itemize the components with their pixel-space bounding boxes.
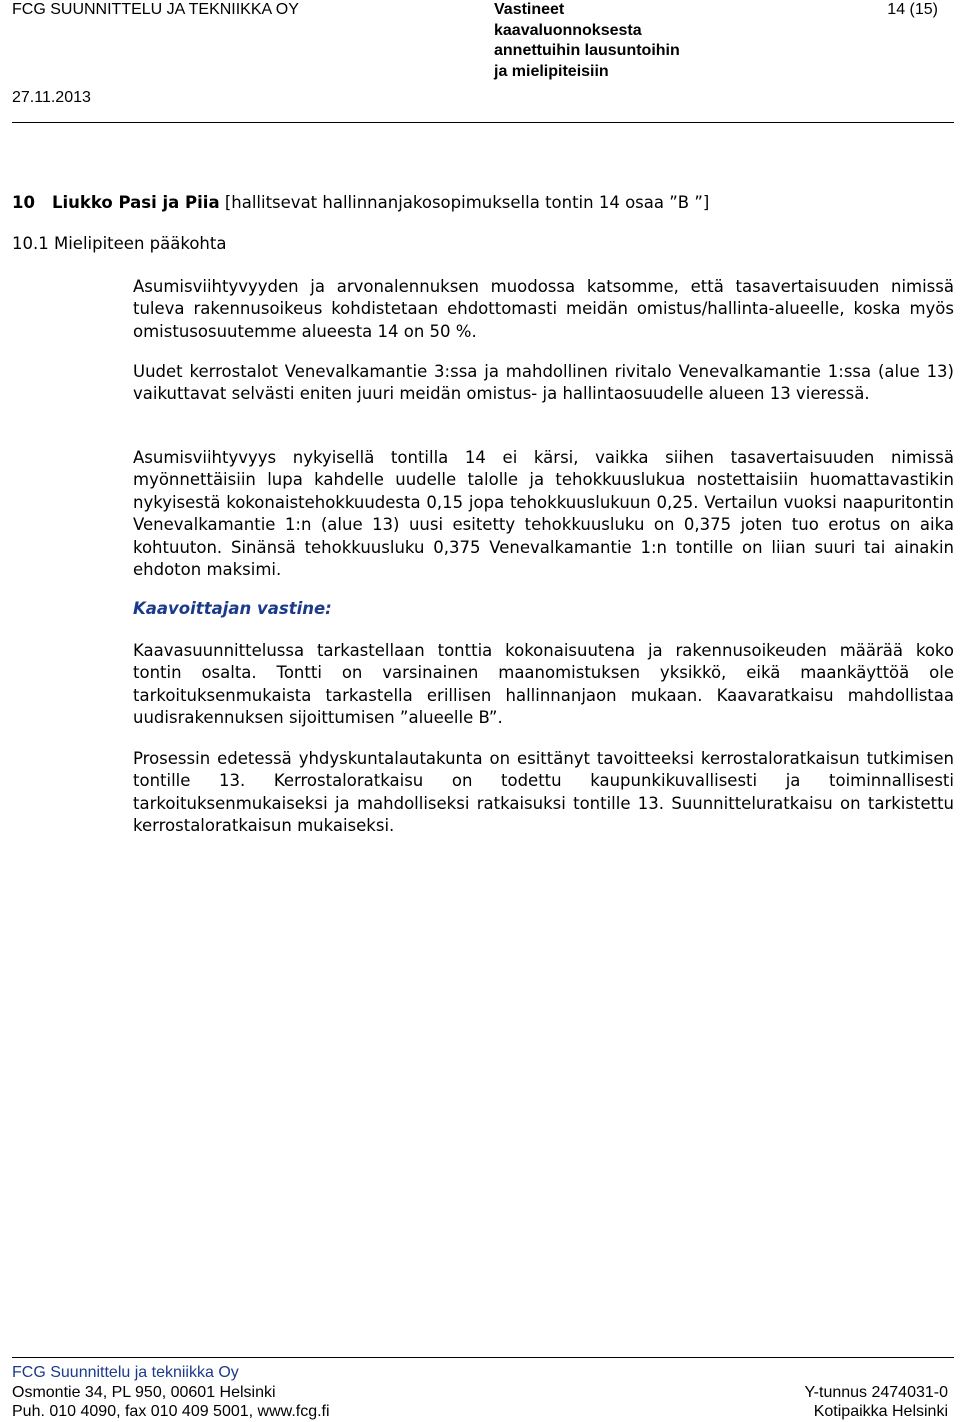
footer-business-id: Y-tunnus 2474031-0 <box>804 1384 948 1401</box>
item-name: Liukko Pasi ja Piia <box>52 193 220 212</box>
footer-company: FCG Suunnittelu ja tekniikka Oy <box>12 1364 239 1381</box>
page-number: 14 (15) <box>887 1 938 18</box>
subheading: 10.1 Mielipiteen pääkohta <box>12 234 227 253</box>
document-title-line: kaavaluonnoksesta <box>494 21 642 39</box>
opinion-paragraph <box>133 447 954 581</box>
opinion-paragraph <box>133 361 954 406</box>
paragraph-text: Asumisviihtyvyys nykyisellä tontilla 14 ei kärsi, vaikka siihen tasavertaisuuden nimissä myönnettäisiin lupa kahdelle uudelle talolle ja tehokkuuslukua nostettaisiin huomattavastikin nykyisestä kokonaistehokkuudesta 0,15 jopa tehokkuuslukuun 0,25. Vertailun vuoksi naapuritontin Venevalkamantie 1:n (alue 13) uusi esitetty tehokkuusluku on 0,375 joten tuo erotus on aika kohtuuton. Sinänsä tehokkuusluku 0,375 Venevalkamantie 1:n tontille on liian suuri tai ainakin ehdoton maksimi. <box>133 448 954 580</box>
response-paragraph <box>133 640 954 730</box>
paragraph-text: Prosessin edetessä yhdyskuntalautakunta on esittänyt tavoitteeksi kerrostaloratkaisun tutkimisen tontille 13. Kerrostaloratkaisu on todettu kaupunkikuvallisesti ja toiminnallisesti tarkoituksenmukaiseksi ja mahdolliseksi ratkaisuksi tontille 13. Suunnitteluratkaisu on tarkistettu kerrostaloratkaisun mukaiseksi. <box>133 749 954 836</box>
document-title-line: ja mielipiteisiin <box>494 62 609 80</box>
footer-divider <box>12 1357 954 1358</box>
opinion-paragraph <box>133 276 954 343</box>
paragraph-text: Kaavasuunnittelussa tarkastellaan tonttia kokonaisuutena ja rakennusoikeuden määrää koko tontin osalta. Tontti on varsinainen maanomistuksen yksikkö, eikä maankäyttöä ole tarkoituksenmukaista tarkastella erillisen hallinnanjaon mukaan. Kaavaratkaisu mahdollistaa uudisrakennuksen sijoittumisen ”alueelle B”. <box>133 641 954 728</box>
footer-address: Osmontie 34, PL 950, 00601 Helsinki <box>12 1384 276 1401</box>
item-heading <box>12 192 709 214</box>
item-number: 10 <box>12 193 35 212</box>
document-date: 27.11.2013 <box>12 89 91 106</box>
paragraph-text: Uudet kerrostalot Venevalkamantie 3:ssa ja mahdollinen rivitalo Venevalkamantie 1:ssa (alue 13) vaikuttavat selvästi eniten juuri meidän omistus- ja hallintaosuudelle alueen 13 vieressä. <box>133 362 954 404</box>
footer-domicile: Kotipaikka Helsinki <box>813 1403 948 1420</box>
item-note: [hallitsevat hallinnanjakosopimuksella tontin 14 osaa ”B ”] <box>224 193 710 212</box>
document-title <box>494 0 680 82</box>
planner-response-heading: Kaavoittajan vastine: <box>133 599 332 618</box>
header-divider <box>12 122 954 123</box>
header-company: FCG SUUNNITTELU JA TEKNIIKKA OY <box>12 1 299 18</box>
document-title-line: Vastineet <box>494 1 565 18</box>
response-paragraph <box>133 748 954 838</box>
footer-contact: Puh. 010 4090, fax 010 409 5001, www.fcg.fi <box>12 1403 330 1420</box>
paragraph-text: Asumisviihtyvyyden ja arvonalennuksen muodossa katsomme, että tasavertaisuuden nimissä tuleva rakennusoikeus kohdistetaan ehdottomasti meidän omistus/hallinta-alueelle, koska myös omistusosuutemme alueesta 14 on 50 %. <box>133 277 954 341</box>
document-title-line: annettuihin lausuntoihin <box>494 42 680 59</box>
